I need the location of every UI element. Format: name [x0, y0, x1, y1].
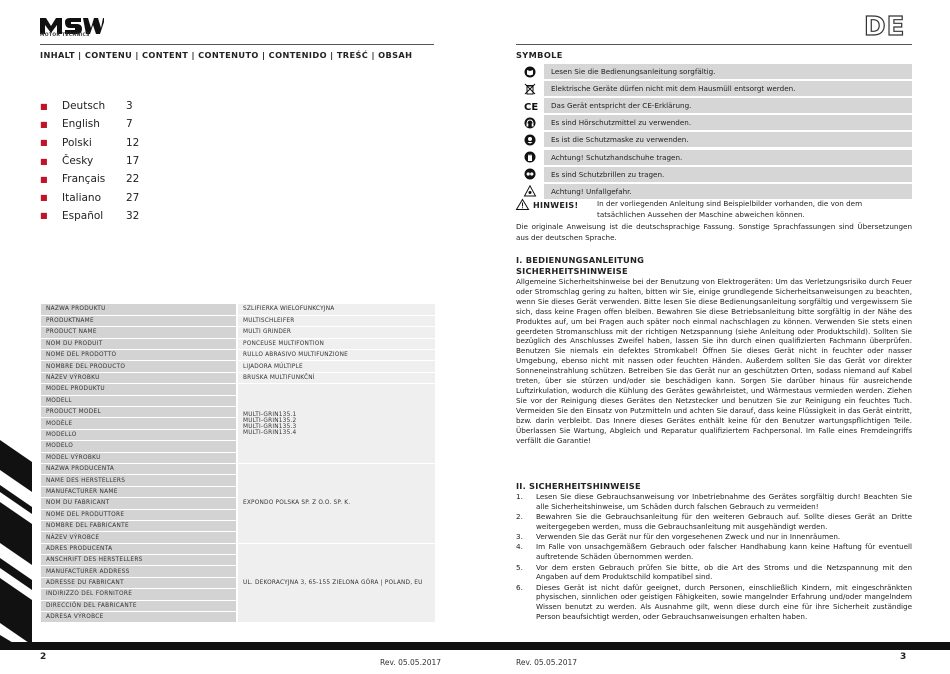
- hint-label: [516, 199, 578, 212]
- list-item-text: Bewahren Sie die Gebrauchsanleitung für den weiteren Gebrauch auf. Sollte dieses Gerät an Dritte weitergegeben werden, muss die Gebrauchsanleitung mit ausgehändigt werden.: [536, 512, 912, 531]
- table-label: PRODUKTNAME: [41, 315, 237, 326]
- table-label: NOMBRE DEL PRODUCTO: [41, 361, 237, 372]
- toc-item[interactable]: [40, 97, 166, 115]
- warning-triangle-icon: [516, 199, 529, 210]
- toc-page-number: 3: [126, 100, 133, 113]
- mask-icon: [516, 131, 544, 148]
- toc-language: Deutsch: [62, 100, 106, 113]
- table-value-line: MULTI-GRIN135.2: [243, 417, 297, 424]
- toc-language: Polski: [62, 136, 92, 149]
- symbols-title: SYMBOLE: [516, 50, 563, 60]
- symbol-row: [516, 97, 912, 114]
- table-label: NAZWA PRODUCENTA: [41, 463, 237, 474]
- symbol-text: Das Gerät entspricht der CE-Erklärung.: [544, 98, 912, 113]
- gloves-icon: [516, 149, 544, 166]
- toc-language: English: [62, 118, 100, 131]
- table-value-line: MULTI-GRIN135.4: [243, 429, 297, 436]
- table-label: ADRES PRODUCENTA: [41, 543, 237, 554]
- bullet-icon: ■: [40, 119, 48, 129]
- top-divider: [40, 44, 434, 45]
- bottom-bar: [0, 642, 475, 650]
- table-label: NAZWA PRODUKTU: [41, 304, 237, 315]
- symbol-text: Achtung! Unfallgefahr.: [544, 184, 912, 199]
- table-value: MULTI GRINDER: [237, 327, 435, 338]
- revision-right: Rev. 05.05.2017: [516, 658, 578, 667]
- contents-title: INHALT | CONTENU | CONTENT | CONTENUTO | CONTENIDO | TREŚĆ | OBSAH: [40, 50, 413, 60]
- table-row: [41, 327, 435, 338]
- table-value: BRUSKA MULTIFUNKČNÍ: [237, 372, 435, 383]
- bullet-icon: ■: [40, 156, 48, 166]
- top-divider-right: [516, 44, 912, 45]
- table-row: [41, 372, 435, 383]
- side-logo-decoration: [0, 440, 32, 650]
- symbol-row: [516, 114, 912, 131]
- original-language-note: Die originale Anweisung ist die deutschsprachige Fassung. Sonstige Sprachfassungen sind Übersetzungen aus der deutschen Sprache.: [516, 222, 912, 242]
- table-value: [237, 384, 435, 464]
- table-value: [237, 543, 435, 623]
- symbol-text: Es ist die Schutzmaske zu verwenden.: [544, 132, 912, 147]
- page-number-right: 3: [900, 652, 907, 662]
- list-item-number: 1.: [516, 492, 523, 501]
- section1-title: I. BEDIENUNGSANLEITUNG: [516, 255, 645, 265]
- section1-subtitle: SICHERHEITSHINWEISE: [516, 266, 628, 276]
- list-item-number: 5.: [516, 562, 523, 572]
- toc-item[interactable]: [40, 188, 166, 206]
- list-item-number: 3.: [516, 532, 523, 542]
- hint-text: In der vorliegenden Anleitung sind Beispielbilder vorhanden, die von dem tatsächlichen Aussehen der Maschine abweichen können.: [597, 199, 863, 219]
- table-row: [41, 543, 435, 554]
- table-label: MODELLO: [41, 429, 237, 440]
- symbol-row: [516, 166, 912, 183]
- list-item-number: 2.: [516, 512, 523, 522]
- table-row: [41, 361, 435, 372]
- page-number-left: 2: [40, 652, 47, 662]
- table-value-line: UL. DEKORACYJNA 3, 65-155 ZIELONA GÓRA | POLAND, EU: [243, 580, 423, 587]
- list-item: [516, 532, 912, 542]
- toc-language: Česky: [62, 155, 94, 168]
- table-label: NOME DEL PRODOTTO: [41, 350, 237, 361]
- goggles-icon: [516, 166, 544, 183]
- toc-page-number: 7: [126, 118, 133, 131]
- toc-page-number: 22: [126, 173, 140, 186]
- table-label: MANUFACTURER ADDRESS: [41, 566, 237, 577]
- toc-page-number: 12: [126, 136, 140, 149]
- table-row: [41, 315, 435, 326]
- list-item-text: Verwenden Sie das Gerät nur für den vorgesehenen Zweck und nur in Innenräumen.: [536, 532, 841, 542]
- table-value: LIJADORA MÚLTIPLE: [237, 361, 435, 372]
- toc-item[interactable]: [40, 207, 166, 225]
- section2-title: II. SICHERHEITSHINWEISE: [516, 481, 641, 491]
- bullet-icon: ■: [40, 193, 48, 203]
- symbol-row: [516, 63, 912, 80]
- list-item-text: Lesen Sie diese Gebrauchsanweisung vor Inbetriebnahme des Gerätes sorgfältig durch! Beachten Sie alle Sicherheitshinweise, um Schäden durch falschen Gebrauch zu vermeiden!: [536, 492, 912, 511]
- table-label: MODÈLE: [41, 418, 237, 429]
- language-badge: DE: [864, 12, 906, 42]
- table-row: [41, 338, 435, 349]
- table-row: [41, 463, 435, 474]
- table-value: [237, 463, 435, 543]
- symbol-text: Lesen Sie die Bedienungsanleitung sorgfältig.: [544, 64, 912, 79]
- bullet-icon: ■: [40, 138, 48, 148]
- toc-item[interactable]: [40, 170, 166, 188]
- bottom-bar-right: [475, 642, 950, 650]
- list-item: [516, 542, 912, 562]
- toc-language: Italiano: [62, 191, 101, 204]
- safety-list: [516, 492, 912, 622]
- table-value: PONCEUSE MULTIFONTION: [237, 338, 435, 349]
- section1-text: Allgemeine Sicherheitshinweise bei der Benutzung von Elektrogeräten: Um das Verletzungsrisiko durch Feuer oder Stromschlag gering zu halten, bitten wir Sie, einige grundlegende Sicherheitsanweisungen zu beachten, wenn Sie dieses Gerät verwenden. Bitte lesen Sie diese Bedienungsanleitung sorgfältig und vergewissern Sie sich, dass keine Fragen offen bleiben. Bewahren Sie diese Betriebsanleitung bitte sorgfältig in der Nähe des Produktes auf, um bei Fragen auch später noch einmal nachschlagen zu können. Verwenden Sie stets einen geerdeten Stromanschluss mit der richtigen Netzspannung (siehe Anleitung oder Produktschild). Sollten Sie bezüglich des Anschlusses Zweifel haben, lassen Sie ihn durch einen qualifizierten Fachmann überprüfen. Benutzen Sie niemals ein defektes Stromkabel! Öffnen Sie dieses Gerät nicht in feuchter oder nasser Umgebung, ebenso nicht mit nassen oder feuchten Händen. Außerdem sollten Sie das Gerät vor direkter Sonneneinstrahlung schützen. Betreiben Sie das Gerät nur an geschützten Orten, sodass niemand auf Kabel treten, über sie stürzen und/oder sie beschädigen kann. Sorgen Sie darüber hinaus für ausreichende Luftzirkulation, wodurch die Kühlung des Gerätes gewährleistet, und Wärmestaus vermieden werden. Ziehen Sie vor der Reinigung dieses Gerätes den Netzstecker und benutzen Sie zur Reinigung ein feuchtes Tuch. Vermeiden Sie den Einsatz von Putzmitteln und achten Sie darauf, dass keine Flüssigkeit in das Gerät eintritt, bzw. darin verbleibt. Das Innere dieses Gerätes enthält keine für den Benutzer wartungspflichtigen Teile. Überlassen Sie Wartung, Abgleich und Reparatur qualifiziertem Fachpersonal. Im Falle eines Fremdeingriffs verfällt die Garantie!: [516, 277, 912, 445]
- table-value: SZLIFIERKA WIELOFUNKCYJNA: [237, 304, 435, 315]
- table-label: MODELL: [41, 395, 237, 406]
- table-of-contents: [40, 97, 166, 225]
- table-label: PRODUCT MODEL: [41, 407, 237, 418]
- table-label: ADRESA VÝROBCE: [41, 612, 237, 623]
- toc-page-number: 32: [126, 209, 140, 222]
- table-label: NAME DES HERSTELLERS: [41, 475, 237, 486]
- list-item-text: Im Falle von unsachgemäßem Gebrauch oder falscher Handhabung kann keine Haftung für eventuell auftretende Schäden übernommen werden.: [536, 542, 912, 562]
- table-label: NÁZEV VÝROBKU: [41, 372, 237, 383]
- table-value: RULLO ABRASIVO MULTIFUNZIONE: [237, 350, 435, 361]
- symbol-text: Elektrische Geräte dürfen nicht mit dem Hausmüll entsorgt werden.: [544, 81, 912, 96]
- table-label: NOM DU PRODUIT: [41, 338, 237, 349]
- table-label: MODEL VÝROBKU: [41, 452, 237, 463]
- ear-protection-icon: [516, 114, 544, 131]
- table-label: NOMBRE DEL FABRICANTE: [41, 520, 237, 531]
- toc-item[interactable]: [40, 134, 166, 152]
- symbol-row: [516, 183, 912, 200]
- table-label: MANUFACTURER NAME: [41, 486, 237, 497]
- bullet-icon: ■: [40, 101, 48, 111]
- bullet-icon: ■: [40, 174, 48, 184]
- table-row: [41, 304, 435, 315]
- revision-left: Rev. 05.05.2017: [380, 658, 442, 667]
- bullet-icon: ■: [40, 211, 48, 221]
- list-item: [516, 563, 912, 583]
- symbol-row: [516, 148, 912, 165]
- list-item-text: Dieses Gerät ist nicht dafür geeignet, durch Personen, einschließlich Kindern, mit eingeschränkten physischen, sinnlichen oder geistigen Fähigkeiten, sowie mangelnder Erfahrung und/oder mangelndem Wissen benutzt zu werden. Als Ausnahme gilt, wenn diese durch eine für ihre Sicherheit zuständige Person beaufsichtigt werden, oder Gebrauchsanweisungen erhalten haben.: [536, 582, 912, 622]
- list-item-number: 6.: [516, 582, 523, 592]
- svg-text:CE: CE: [524, 101, 539, 113]
- table-label: NOM DU FABRICANT: [41, 498, 237, 509]
- symbol-row: [516, 131, 912, 148]
- toc-page-number: 17: [126, 155, 140, 168]
- product-info-table: [41, 304, 435, 623]
- toc-item[interactable]: [40, 115, 166, 133]
- table-label: DIRECCIÓN DEL FABRICANTE: [41, 600, 237, 611]
- logo-subtitle: MOTOR TECHNICS: [40, 33, 90, 38]
- list-item: [516, 492, 912, 512]
- list-item-text: Vor dem ersten Gebrauch prüfen Sie bitte, ob die Art des Stroms und die Netzspannung mit den Angaben auf dem Produktschild kompatibel sind.: [536, 562, 912, 582]
- hint-label-text: HINWEIS!: [533, 201, 579, 210]
- toc-language: Français: [62, 173, 106, 186]
- list-item-number: 4.: [516, 542, 523, 552]
- ce-mark-icon: [516, 97, 544, 114]
- list-item: [516, 512, 912, 532]
- table-value: MULTISCHLEIFER: [237, 315, 435, 326]
- table-row: [41, 384, 435, 395]
- symbol-list: [516, 63, 912, 200]
- symbol-text: Es sind Hörschutzmittel zu verwenden.: [544, 115, 912, 130]
- table-label: ANSCHRIFT DES HERSTELLERS: [41, 555, 237, 566]
- symbol-text: Achtung! Schutzhandschuhe tragen.: [544, 150, 912, 165]
- toc-page-number: 27: [126, 191, 140, 204]
- table-label: NÁZEV VÝROBCE: [41, 532, 237, 543]
- toc-item[interactable]: [40, 152, 166, 170]
- manual-icon: [516, 63, 544, 80]
- list-item: [516, 583, 912, 622]
- symbol-row: [516, 80, 912, 97]
- toc-language: Español: [62, 209, 104, 222]
- table-value-line: MULTI-GRIN135.1: [243, 411, 297, 418]
- table-value-line: EXPONDO POLSKA SP. Z O.O. SP. K.: [243, 500, 351, 507]
- table-label: ADRESSE DU FABRICANT: [41, 577, 237, 588]
- table-label: MODEL PRODUKTU: [41, 384, 237, 395]
- table-label: MODELO: [41, 441, 237, 452]
- table-label: NOME DEL PRODUTTORE: [41, 509, 237, 520]
- warning-triangle-icon: [516, 183, 544, 200]
- table-label: PRODUCT NAME: [41, 327, 237, 338]
- symbol-text: Es sind Schutzbrillen zu tragen.: [544, 167, 912, 182]
- table-label: INDIRIZZO DEL FORNITORE: [41, 589, 237, 600]
- recycle-bin-icon: [516, 80, 544, 97]
- table-value-line: MULTI-GRIN135.3: [243, 423, 297, 430]
- table-row: [41, 350, 435, 361]
